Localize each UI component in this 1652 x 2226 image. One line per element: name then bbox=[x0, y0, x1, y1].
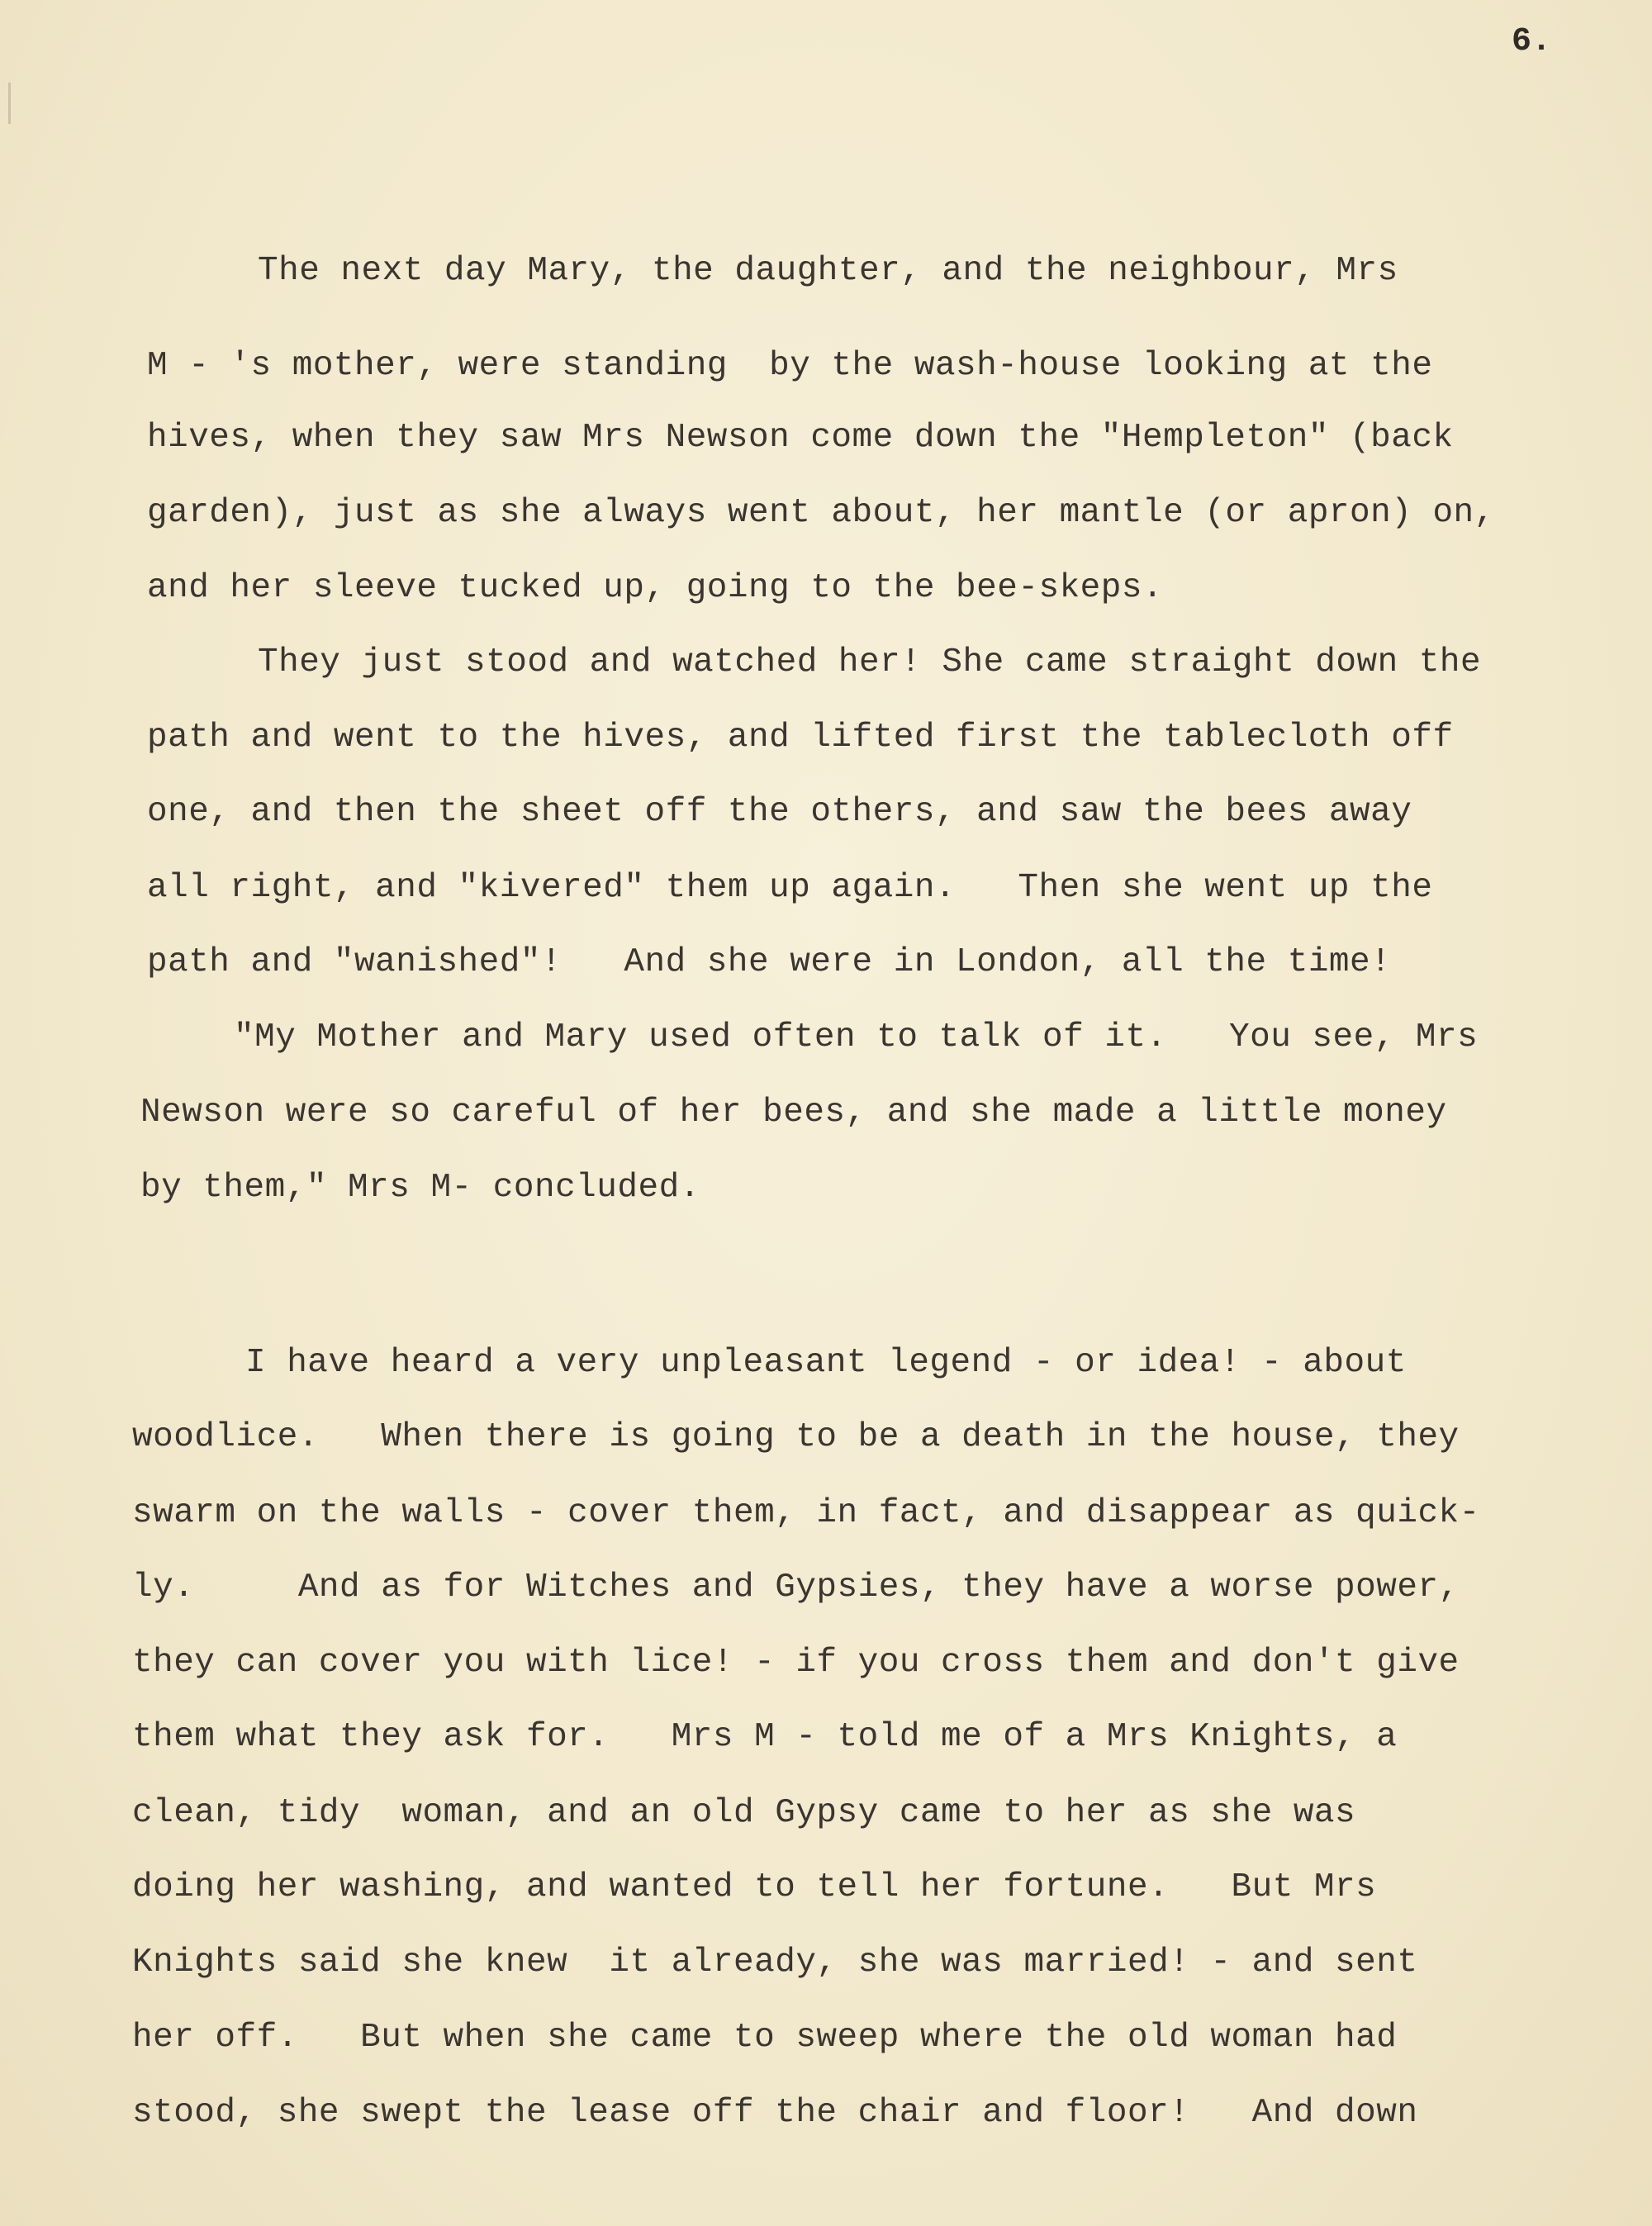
text-line: they can cover you with lice! - if you cross them and don't give bbox=[132, 1644, 1460, 1682]
text-line: garden), just as she always went about, her mantle (or apron) on, bbox=[147, 494, 1495, 532]
text-line: them what they ask for. Mrs M - told me of a Mrs Knights, a bbox=[132, 1718, 1398, 1756]
text-line: M - 's mother, were standing by the wash-house looking at the bbox=[147, 347, 1433, 385]
text-line: and her sleeve tucked up, going to the bee-skeps. bbox=[147, 569, 1164, 607]
text-line: The next day Mary, the daughter, and the neighbour, Mrs bbox=[258, 252, 1398, 290]
text-line: clean, tidy woman, and an old Gypsy came to her as she was bbox=[132, 1794, 1356, 1832]
text-line: Knights said she knew it already, she was married! - and sent bbox=[132, 1944, 1418, 1982]
text-line: stood, she swept the lease off the chair and floor! And down bbox=[132, 2094, 1418, 2132]
page-number: 6. bbox=[1512, 23, 1552, 60]
text-line: woodlice. When there is going to be a death in the house, they bbox=[132, 1418, 1460, 1456]
text-line: I have heard a very unpleasant legend - or idea! - about bbox=[245, 1344, 1407, 1382]
text-line: by them," Mrs M- concluded. bbox=[140, 1169, 700, 1207]
text-line: "My Mother and Mary used often to talk of it. You see, Mrs bbox=[234, 1018, 1479, 1056]
text-line: path and "wanished"! And she were in London, all the time! bbox=[147, 943, 1392, 981]
text-line: one, and then the sheet off the others, and saw the bees away bbox=[147, 793, 1412, 831]
text-line: ly. And as for Witches and Gypsies, they have a worse power, bbox=[132, 1569, 1460, 1607]
text-line: all right, and "kivered" them up again. Then she went up the bbox=[147, 869, 1433, 907]
text-line: hives, when they saw Mrs Newson come down the "Hempleton" (back bbox=[147, 419, 1454, 457]
text-line: path and went to the hives, and lifted first the tablecloth off bbox=[147, 719, 1454, 757]
margin-mark bbox=[8, 83, 11, 124]
text-line: swarm on the walls - cover them, in fact, and disappear as quick- bbox=[132, 1494, 1480, 1532]
text-line: Newson were so careful of her bees, and she made a little money bbox=[140, 1094, 1447, 1132]
text-line: doing her washing, and wanted to tell her fortune. But Mrs bbox=[132, 1868, 1377, 1906]
text-line: her off. But when she came to sweep where the old woman had bbox=[132, 2019, 1398, 2057]
text-line: They just stood and watched her! She came straight down the bbox=[258, 643, 1482, 681]
